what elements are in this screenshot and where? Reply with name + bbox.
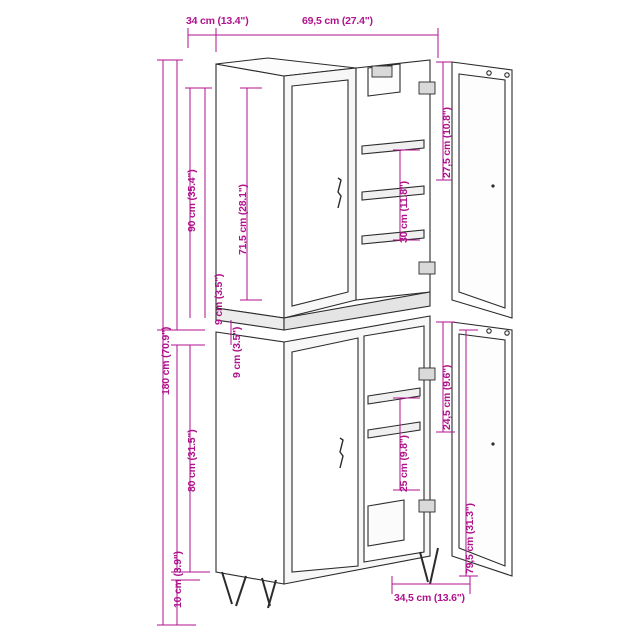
dim-right-top-height: 27,5 cm (10.8") (441, 107, 453, 178)
dim-lower-section-height: 80 cm (31.5") (186, 429, 198, 492)
dim-right-lower-panel: 79,5 cm (31.3") (464, 503, 476, 574)
dim-right-top-inner: 30 cm (11.8") (398, 181, 410, 243)
dim-right-lower-height: 24,5 cm (9.6") (441, 364, 453, 430)
dim-upper-door-height: 71,5 cm (28.1") (237, 184, 249, 255)
dim-lower-shelf-height: 25 cm (9.8") (398, 435, 410, 492)
dim-upper-gap: 9 cm (3.5") (231, 326, 243, 378)
dim-total-height: 180 cm (70.9") (160, 326, 172, 395)
dim-upper-section-height: 90 cm (35.4") (186, 169, 198, 232)
dim-leg-height: 10 cm (3.9") (172, 551, 184, 608)
dim-depth: 34,5 cm (13.6") (394, 592, 465, 604)
dim-top-width-right: 69,5 cm (27.4") (302, 15, 373, 27)
dim-top-width-left: 34 cm (13.4") (186, 15, 249, 27)
dim-upper-door-inner: 9 cm (3.5") (213, 273, 225, 325)
